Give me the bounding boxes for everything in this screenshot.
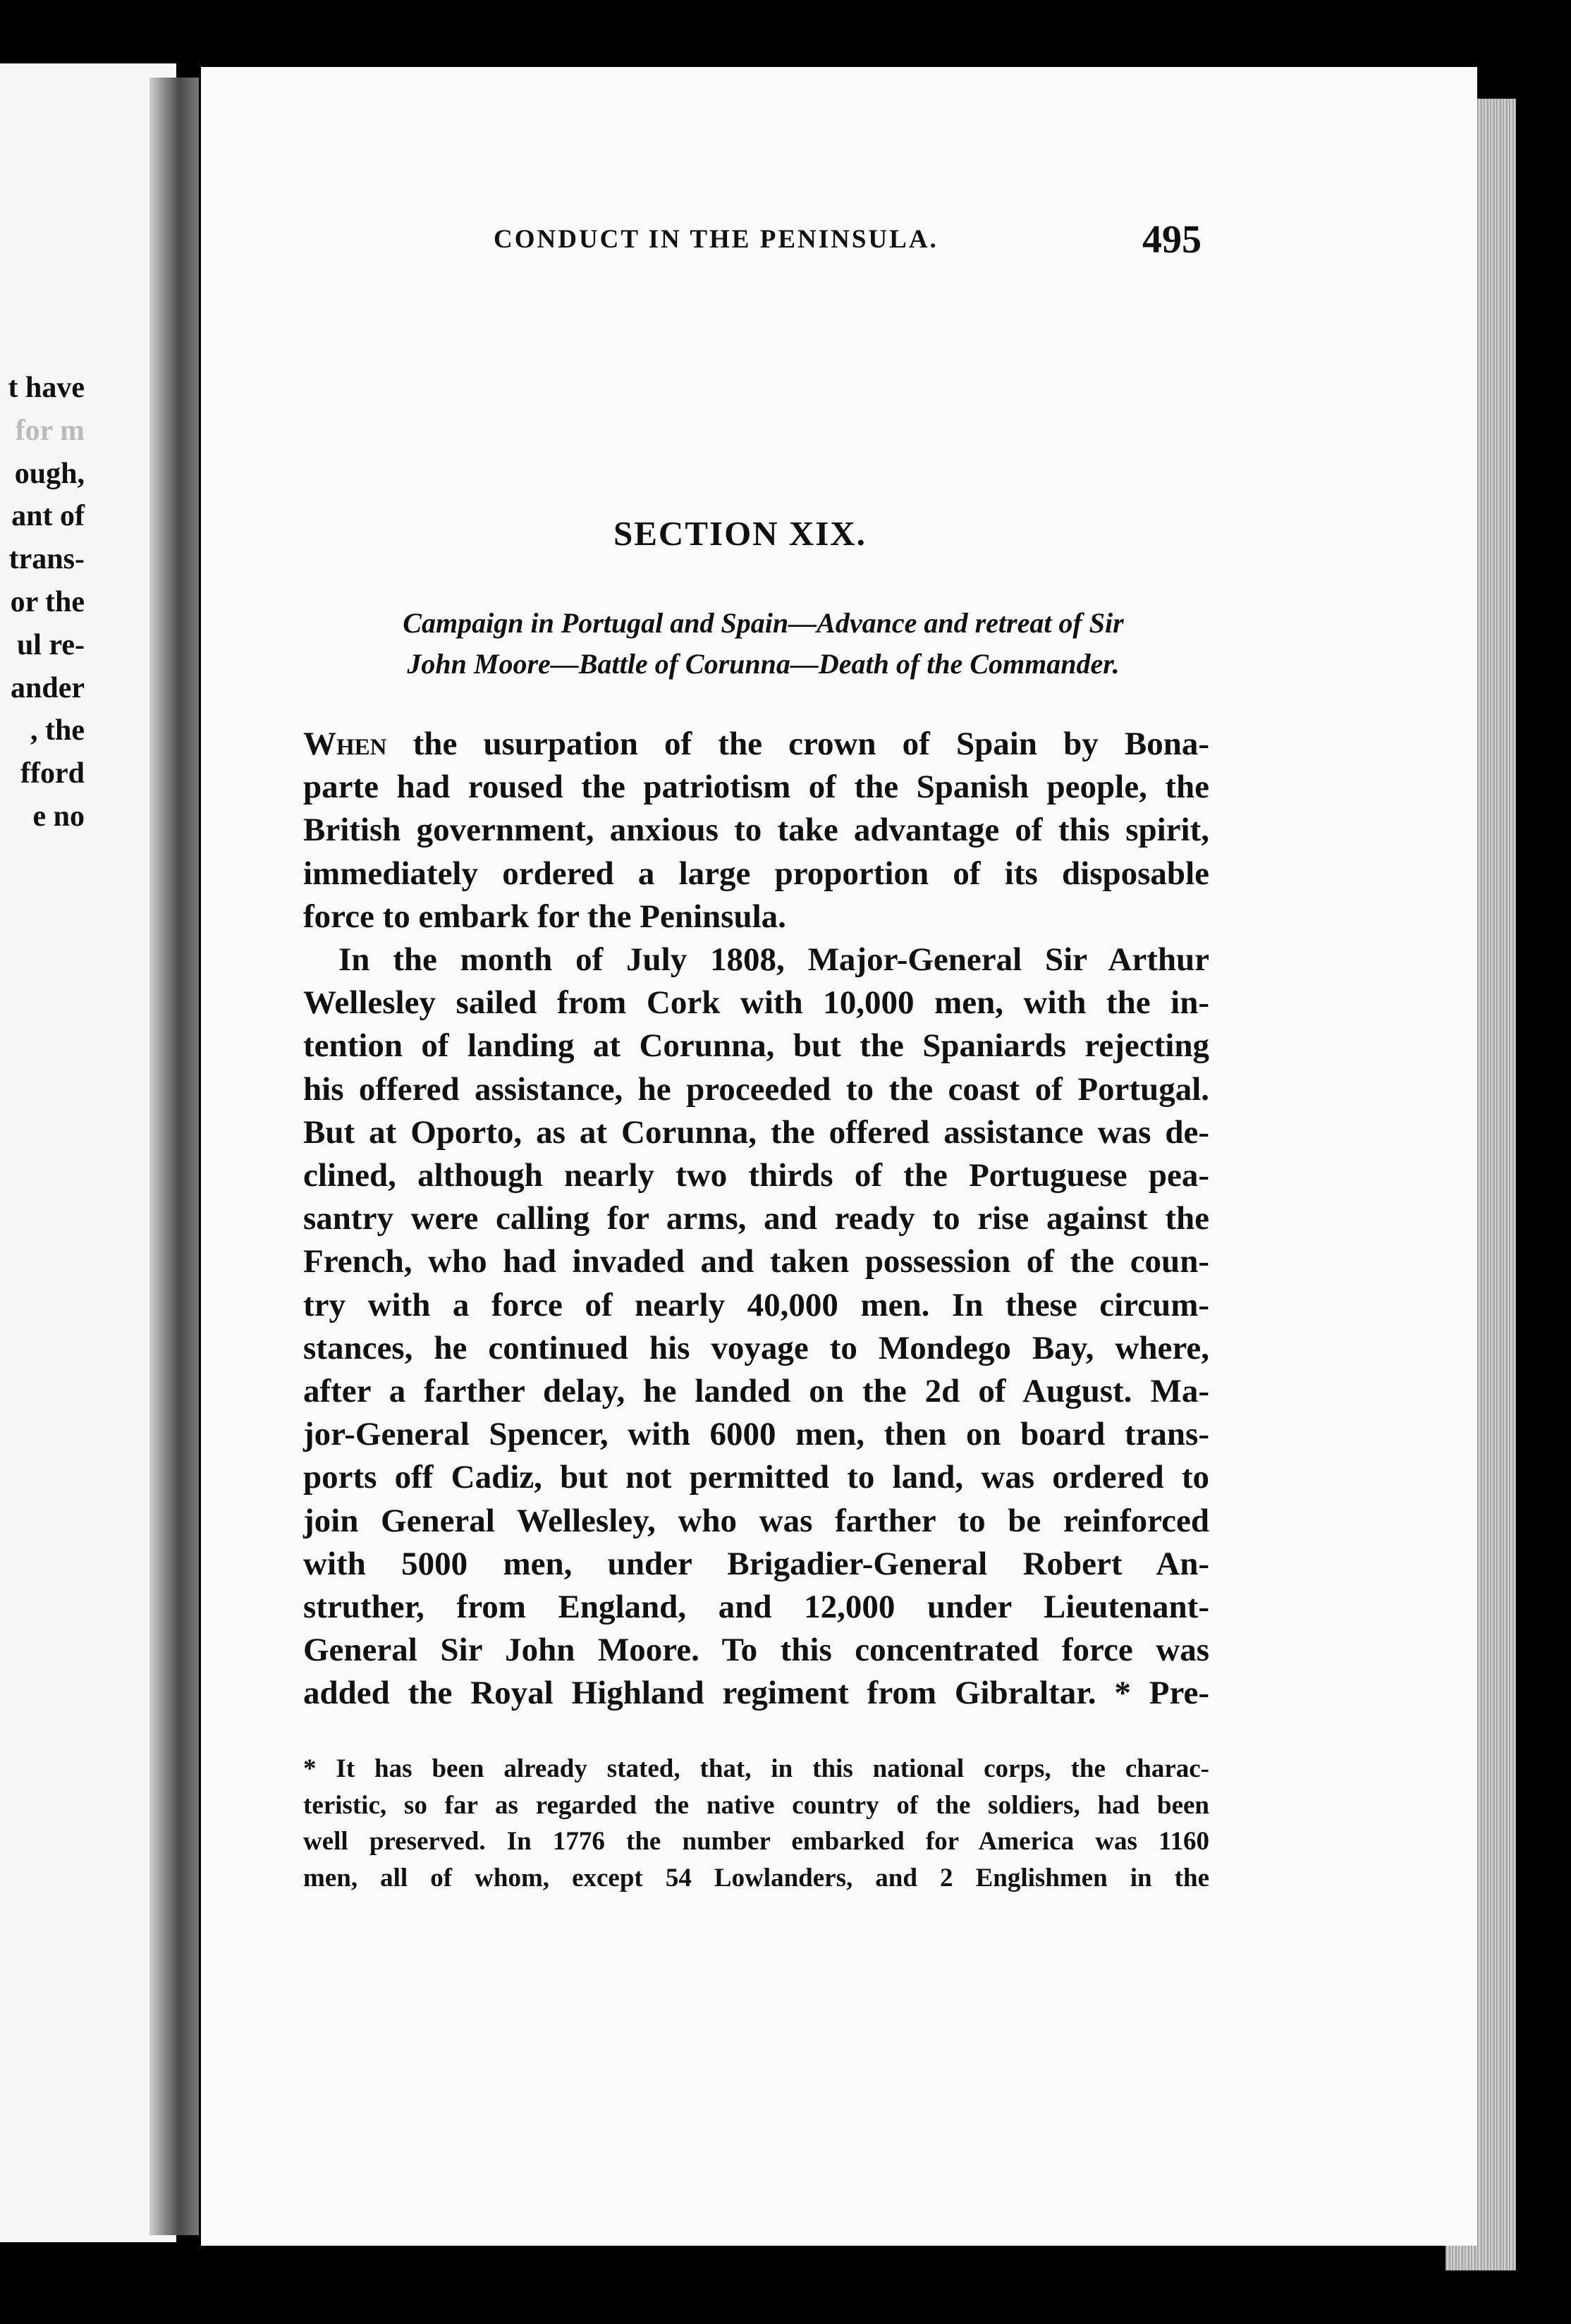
footnote <box>303 1751 1209 1896</box>
paragraph-2-line: clined, although nearly two thirds of the Portuguese pea- <box>303 1157 1209 1194</box>
paragraph-1-line: force to embark for the Peninsula. <box>303 898 786 935</box>
paragraph-1-line: immediately ordered a large proportion of its disposable <box>303 855 1209 892</box>
footnote-line: well preserved. In 1776 the number embarked for America was 1160 <box>303 1827 1209 1856</box>
drop-word: When <box>303 726 387 762</box>
paragraph-2-line: But at Oporto, as at Corunna, the offered assistance was de- <box>303 1113 1209 1151</box>
paragraph-2-line: struther, from England, and 12,000 under Lieutenant- <box>303 1589 1209 1626</box>
summary-line: John Moore—Battle of Corunna—Death of the Commander. <box>407 648 1120 680</box>
left-fragment: , the <box>30 714 85 747</box>
summary-line: Campaign in Portugal and Spain—Advance and retreat of Sir <box>403 607 1124 639</box>
footnote-line: * It has been already stated, that, in this national corps, the charac- <box>303 1754 1209 1783</box>
paragraph-2-line: In the month of July 1808, Major-General Sir Arthur <box>338 941 1209 979</box>
paragraph-2-line: ports off Cadiz, but not permitted to land, was ordered to <box>303 1459 1209 1496</box>
paragraph-2-line: join General Wellesley, who was farther to be reinforced <box>303 1502 1209 1539</box>
paragraph-1-line: parte had roused the patriotism of the Spanish people, the <box>303 769 1209 806</box>
left-fragment: t have <box>8 372 85 404</box>
paragraph-2-line: after a farther delay, he landed on the 2d of August. Ma- <box>303 1373 1209 1410</box>
footnote-line: teristic, so far as regarded the native country of the soldiers, had been <box>303 1790 1209 1820</box>
paragraph-2-line: General Sir John Moore. To this concentrated force was <box>303 1632 1209 1669</box>
paragraph-2-line: French, who had invaded and taken possession of the coun- <box>303 1243 1209 1280</box>
left-fragment: e no <box>32 800 85 833</box>
paragraph-2-line: stances, he continued his voyage to Mondego Bay, where, <box>303 1329 1209 1366</box>
paragraph-2-line: jor-General Spencer, with 6000 men, then on board trans- <box>303 1416 1209 1453</box>
left-fragment: for m <box>15 414 85 447</box>
paragraph-2-line: with 5000 men, under Brigadier-General Robert An- <box>303 1545 1209 1582</box>
book-gutter <box>149 78 199 2235</box>
paragraph-2-line: santry were calling for arms, and ready to rise against the <box>303 1200 1209 1237</box>
left-fragment: or the <box>10 585 85 618</box>
paragraph-2-line: try with a force of nearly 40,000 men. In these circum- <box>303 1286 1209 1323</box>
page-number: 495 <box>1142 218 1202 262</box>
running-head: CONDUCT IN THE PENINSULA. <box>494 225 939 254</box>
section-summary <box>314 603 1213 685</box>
paragraph-2-line: added the Royal Highland regiment from Gibraltar. * Pre- <box>303 1675 1209 1712</box>
paragraph-1-line: When the usurpation of the crown of Spain by Bona- <box>303 726 1209 762</box>
left-fragment: ant of <box>11 500 85 533</box>
body-text <box>303 723 1209 1716</box>
left-fragment: ough, <box>14 457 85 490</box>
left-fragment: ander <box>11 671 85 704</box>
paragraph-2-line: tention of landing at Corunna, but the Spaniards rejecting <box>303 1027 1209 1065</box>
paragraph-1-line: British government, anxious to take advantage of this spirit, <box>303 812 1209 849</box>
paragraph-2-line: his offered assistance, he proceeded to the coast of Portugal. <box>303 1070 1209 1108</box>
section-title: SECTION XIX. <box>613 514 867 553</box>
left-page-text-fragments <box>0 367 85 838</box>
left-fragment: ul re- <box>16 628 85 661</box>
paragraph-2-line: Wellesley sailed from Cork with 10,000 men, with the in- <box>303 984 1209 1022</box>
left-fragment: fford <box>20 757 85 790</box>
left-fragment: trans- <box>8 543 85 576</box>
footnote-line: men, all of whom, except 54 Lowlanders, and 2 Englishmen in the <box>303 1863 1209 1892</box>
